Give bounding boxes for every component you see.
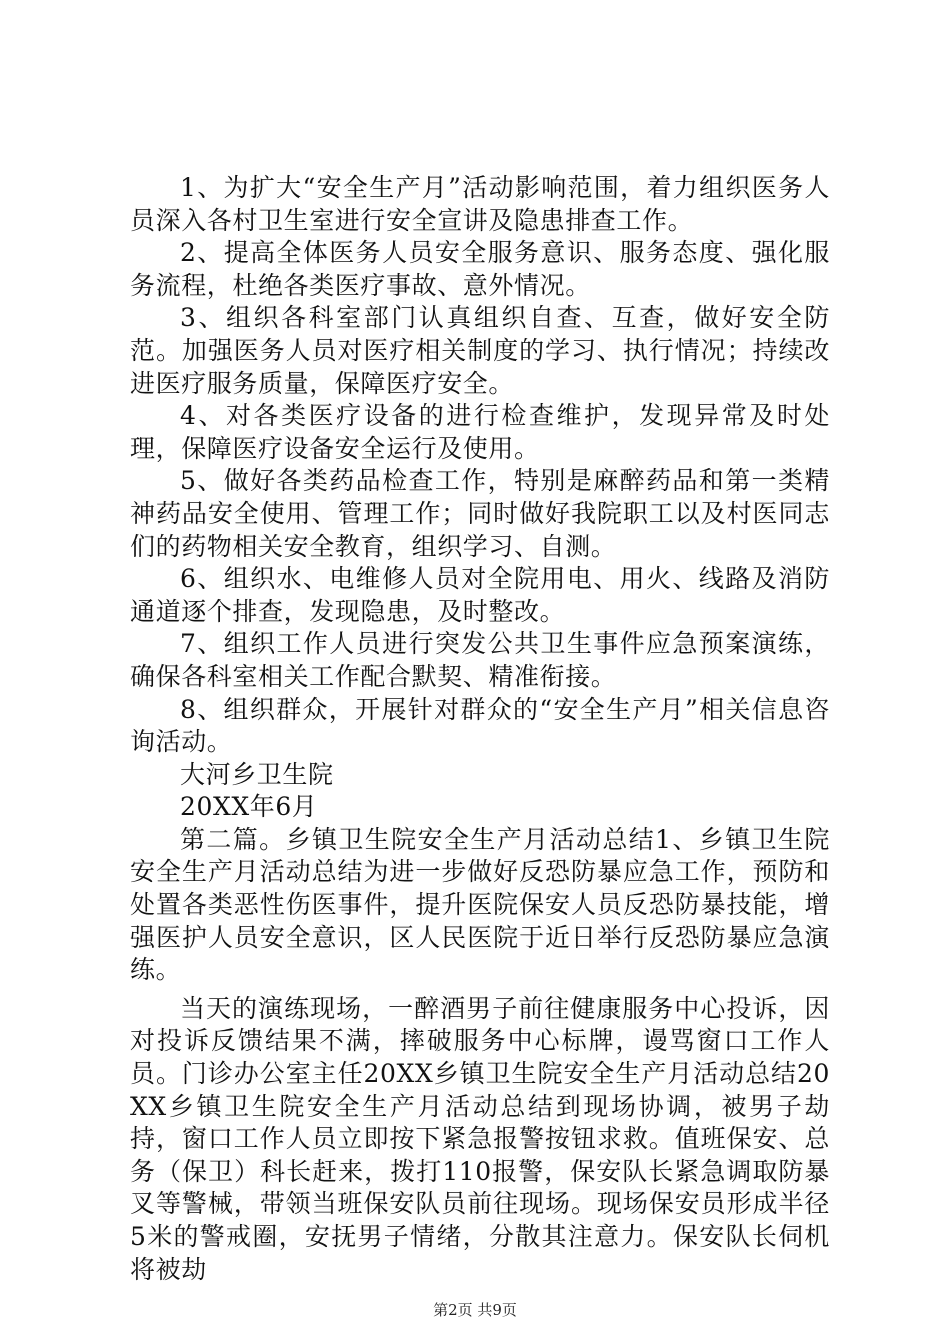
- section-two-intro: 第二篇。乡镇卫生院安全生产月活动总结1、乡镇卫生院安全生产月活动总结为进一步做好反恐防暴应急工作，预防和处置各类恶性伤医事件，提升医院保安人员反恐防暴技能，增强医护人员安全意识，区人民医院于近日举行反恐防暴应急演练。: [130, 824, 830, 985]
- paragraph-item-1: 1、为扩大“安全生产月”活动影响范围，着力组织医务人员深入各村卫生室进行安全宣讲及隐患排查工作。: [130, 173, 830, 235]
- signature-date: 20XX年6月: [180, 792, 318, 822]
- paragraph-item-7: 7、组织工作人员进行突发公共卫生事件应急预案演练，确保各科室相关工作配合默契、精准衔接。: [130, 629, 830, 691]
- page-number-footer: 第2页 共9页: [433, 1301, 517, 1319]
- document-body: [130, 172, 830, 1286]
- paragraph-item-6: 6、组织水、电维修人员对全院用电、用火、线路及消防通道逐个排查，发现隐患，及时整改。: [130, 564, 830, 626]
- paragraph-item-4: 4、对各类医疗设备的进行检查维护，发现异常及时处理，保障医疗设备安全运行及使用。: [130, 401, 830, 463]
- paragraph-item-8: 8、组织群众，开展针对群众的“安全生产月”相关信息咨询活动。: [130, 694, 830, 757]
- section-two-body: 当天的演练现场，一醉酒男子前往健康服务中心投诉，因对投诉反馈结果不满，摔破服务中心标牌，谩骂窗口工作人员。门诊办公室主任20XX乡镇卫生院安全生产月活动总结20XX乡镇卫生院安全生产月活动总结到现场协调，被男子劫持，窗口工作人员立即按下紧急报警按钮求救。值班保安、总务（保卫）科长赶来，拨打110报警，保安队长紧急调取防暴叉等警械，带领当班保安队员前往现场。现场保安员形成半径5米的警戒圈，安抚男子情绪，分散其注意力。保安队长伺机将被劫: [130, 993, 830, 1284]
- paragraph-item-3: 3、组织各科室部门认真组织自查、互查，做好安全防范。加强医务人员对医疗相关制度的学习、执行情况；持续改进医疗服务质量，保障医疗安全。: [130, 303, 830, 398]
- paragraph-item-2: 2、提高全体医务人员安全服务意识、服务态度、强化服务流程，杜绝各类医疗事故、意外情况。: [130, 238, 830, 300]
- signature-organization: 大河乡卫生院: [180, 759, 334, 789]
- paragraph-item-5: 5、做好各类药品检查工作，特别是麻醉药品和第一类精神药品安全使用、管理工作；同时做好我院职工以及村医同志们的药物相关安全教育，组织学习、自测。: [130, 466, 830, 561]
